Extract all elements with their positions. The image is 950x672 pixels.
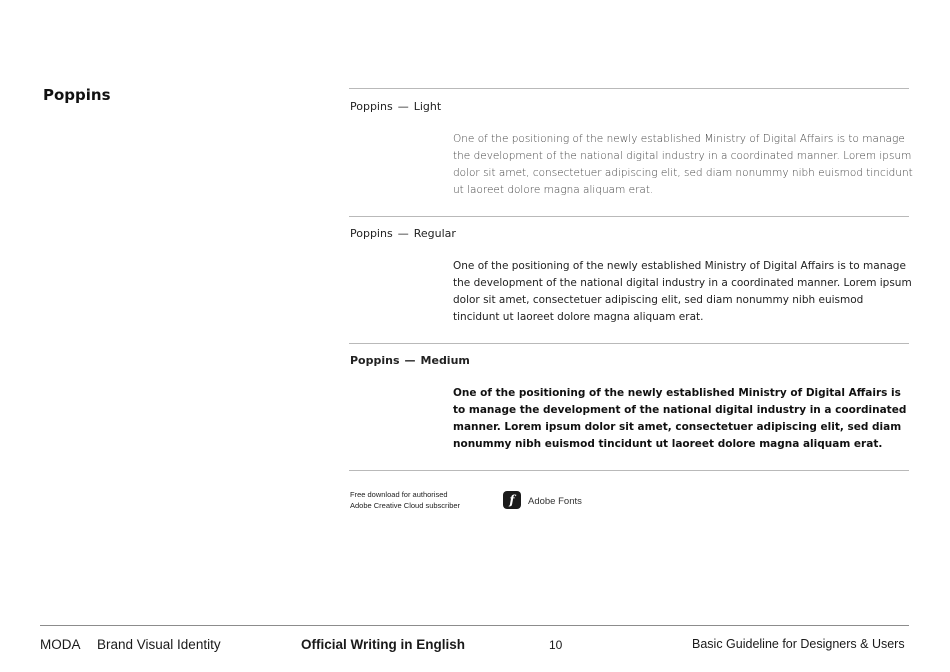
footer-brand: MODA: [40, 637, 81, 652]
download-note: [350, 490, 460, 511]
specimen-label-medium: [350, 354, 470, 367]
specimen-sample-regular: One of the positioning of the newly established Ministry of Digital Affairs is to manage the development of the national digital industry in a coordinated manner. Lorem ipsum dolor sit amet, consectetuer adipiscing elit, sed diam nonummy nibh euismod tincidunt ut laoreet dolore magna aliquam erat.: [453, 260, 912, 323]
weight-name: Medium: [420, 354, 470, 367]
weight-name: Regular: [413, 227, 456, 240]
footer-section-title: Official Writing in English: [301, 637, 466, 652]
divider: [349, 216, 909, 217]
divider: [349, 343, 909, 344]
footer-subtitle: Brand Visual Identity: [97, 637, 221, 652]
label-dash: —: [404, 354, 416, 367]
download-note-line: Free download for authorised: [350, 490, 448, 499]
page-title: Poppins: [43, 86, 111, 104]
label-dash: —: [397, 227, 409, 240]
adobe-fonts-label: Adobe Fonts: [528, 496, 582, 507]
specimen-label-light: [350, 100, 441, 113]
footer-divider: [40, 625, 909, 626]
family-name: Poppins: [350, 100, 393, 113]
page-number: 10: [549, 638, 563, 652]
adobe-fonts-icon: f: [503, 491, 521, 509]
footer-guide-title: Basic Guideline for Designers & Users: [692, 637, 905, 651]
divider: [349, 88, 909, 89]
specimen-sample-medium: One of the positioning of the newly established Ministry of Digital Affairs is to manage the development of the national digital industry in a coordinated manner. Lorem ipsum dolor sit amet, consectetuer adipiscing elit, sed diam nonummy nibh euismod tincidunt ut laoreet dolore magna aliquam erat.: [453, 387, 907, 450]
specimen-label-regular: [350, 227, 456, 240]
family-name: Poppins: [350, 354, 400, 367]
label-dash: —: [397, 100, 409, 113]
weight-name: Light: [413, 100, 442, 113]
download-note-line: Adobe Creative Cloud subscriber: [350, 500, 461, 510]
family-name: Poppins: [350, 227, 393, 240]
divider: [349, 470, 909, 471]
specimen-sample-light: One of the positioning of the newly established Ministry of Digital Affairs is to manage the development of the national digital industry in a coordinated manner. Lorem ipsum dolor sit amet, consectetuer adipiscing elit, sed diam nonummy nibh euismod tincidunt ut laoreet dolore magna aliquam erat.: [453, 133, 913, 196]
